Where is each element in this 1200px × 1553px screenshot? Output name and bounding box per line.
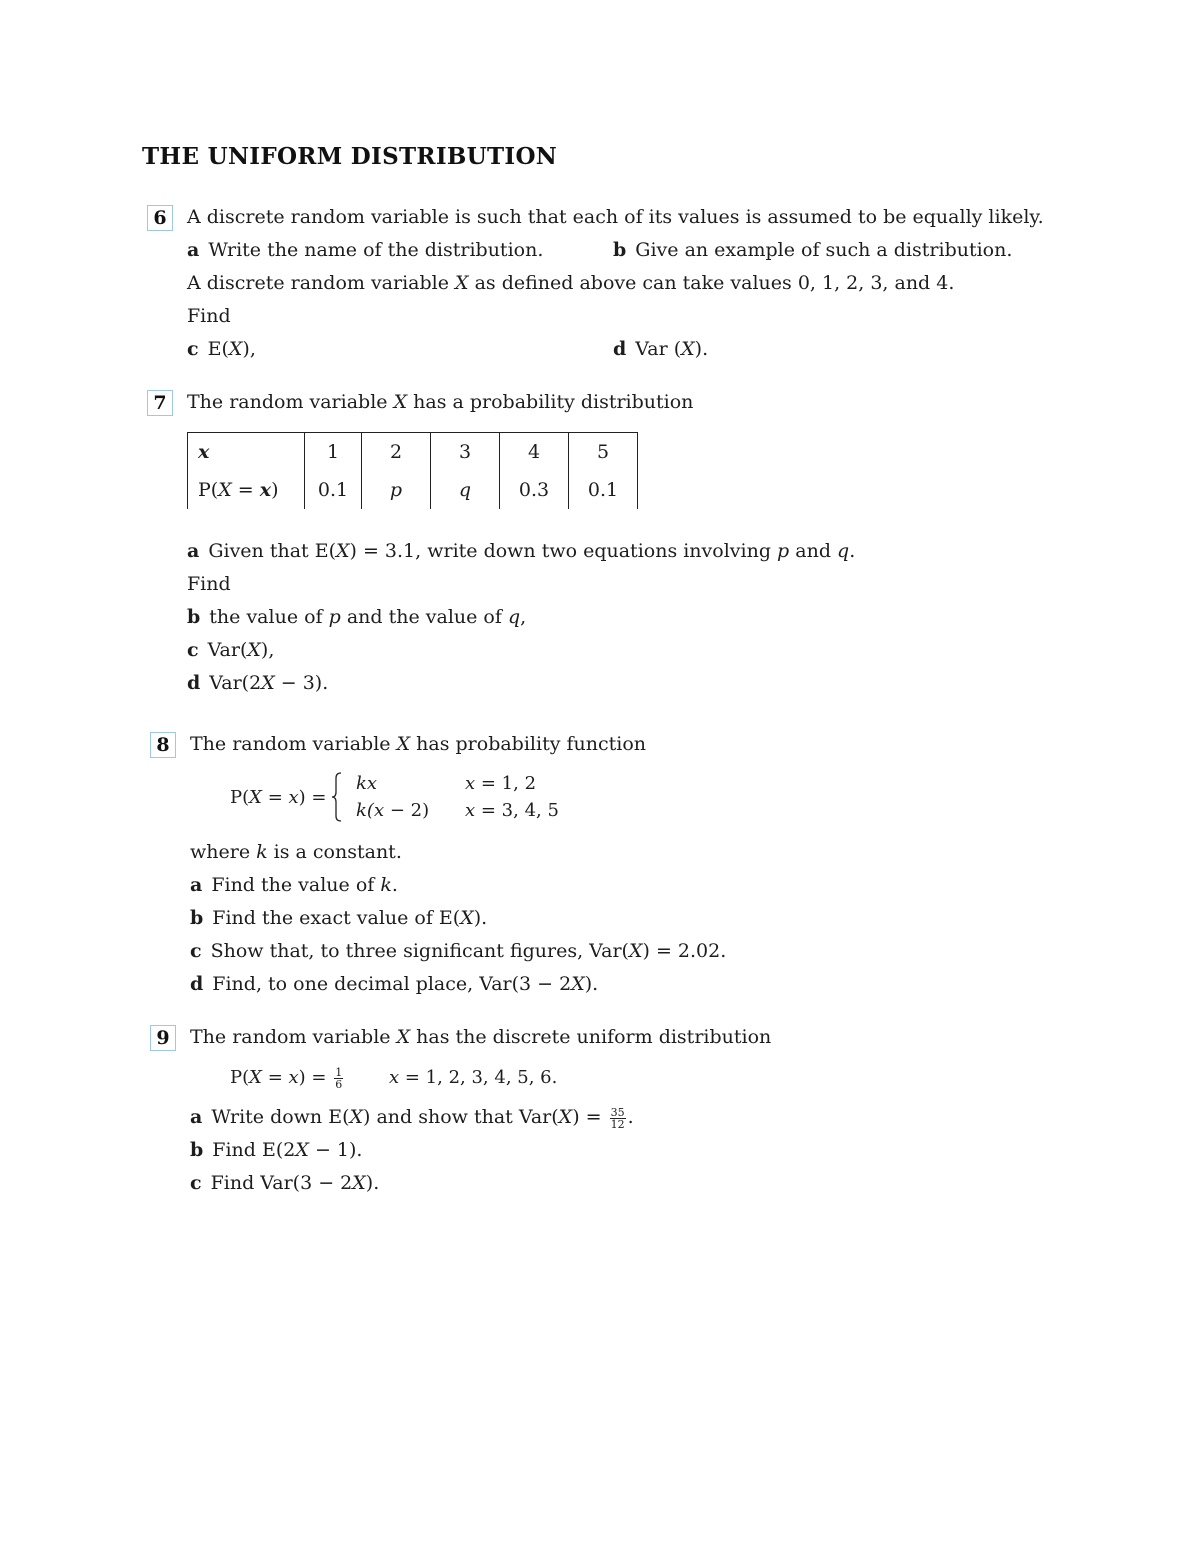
part-text: Give an example of such a distribution. — [635, 239, 1013, 261]
q9-stem: The random variable X has the discrete uniform distribution — [190, 1026, 772, 1048]
q7-stem: The random variable X has a probability distribution — [187, 391, 694, 413]
q8-case1-condition: x = 1, 2 — [465, 773, 537, 794]
q9-function: P(X = x) = $\frac{1}{6}$ — [230, 1065, 343, 1091]
question-number-7: 7 — [147, 390, 173, 416]
question-number-6: 6 — [147, 205, 173, 231]
q8-part-c: c Show that, to three significant figures, Var(X) = 2.02. — [190, 940, 727, 962]
q8-part-b: b Find the exact value of E(X). — [190, 907, 488, 929]
q6-part-d: d Var (X). — [613, 338, 709, 360]
table-cell: 4 — [500, 433, 569, 472]
q6-definition-line: A discrete random variable X as defined above can take values 0, 1, 2, 3, and 4. — [187, 272, 955, 294]
table-cell: 5 — [569, 433, 638, 472]
q9-part-c: c Find Var(3 − 2X). — [190, 1172, 380, 1194]
q7-part-a: a Given that E(X) = 3.1, write down two equations involving p and q. — [187, 540, 856, 562]
probability-distribution-table — [187, 432, 638, 509]
q6-find: Find — [187, 305, 231, 327]
page-title: THE UNIFORM DISTRIBUTION — [142, 143, 558, 170]
table-cell: 2 — [362, 433, 431, 472]
q9-part-a: a Write down E(X) and show that Var(X) = $\frac{35}{12}$ . — [190, 1105, 634, 1131]
q6-part-a — [187, 238, 543, 262]
table-cell: q — [431, 471, 500, 509]
part-text: Write the name of the distribution. — [208, 239, 544, 261]
left-brace-icon — [332, 772, 342, 822]
table-cell: 0.1 — [305, 471, 362, 509]
table-header-cell: P(X = x) — [188, 471, 305, 509]
question-number-8: 8 — [150, 732, 176, 758]
fraction: $\frac{35}{12}$ — [610, 1105, 625, 1131]
table-row — [188, 433, 638, 472]
table-cell: p — [362, 471, 431, 509]
table-cell: 3 — [431, 433, 500, 472]
part-label: b — [613, 239, 627, 261]
q6-stem: A discrete random variable is such that each of its values is assumed to be equally likely. — [187, 206, 1044, 228]
q8-case2-condition: x = 3, 4, 5 — [465, 800, 559, 821]
q9-part-b: b Find E(2X − 1). — [190, 1139, 363, 1161]
q7-part-d: d Var(2X − 3). — [187, 672, 329, 694]
q7-part-c: c Var(X), — [187, 639, 275, 661]
fraction: $\frac{1}{6}$ — [335, 1065, 343, 1091]
table-cell: 1 — [305, 433, 362, 472]
table-cell: 0.1 — [569, 471, 638, 509]
table-header-cell: x — [188, 433, 305, 472]
q8-stem: The random variable X has probability function — [190, 733, 647, 755]
q7-part-b: b the value of p and the value of q, — [187, 606, 527, 628]
question-number-9: 9 — [150, 1025, 176, 1051]
q7-find: Find — [187, 573, 231, 595]
q8-function-lhs: P(X = x) = — [230, 787, 327, 808]
table-row — [188, 471, 638, 509]
q8-part-d: d Find, to one decimal place, Var(3 − 2X). — [190, 973, 599, 995]
q6-part-b — [613, 238, 1012, 262]
part-label: a — [187, 239, 200, 261]
q8-case2-expression: k(x − 2) — [356, 800, 430, 821]
q6-part-c: c E(X), — [187, 338, 256, 360]
q8-part-a: a Find the value of k. — [190, 874, 398, 896]
q8-case1-expression: kx — [356, 773, 378, 794]
q8-where: where k is a constant. — [190, 841, 402, 863]
table-cell: 0.3 — [500, 471, 569, 509]
q9-domain: x = 1, 2, 3, 4, 5, 6. — [389, 1067, 558, 1088]
